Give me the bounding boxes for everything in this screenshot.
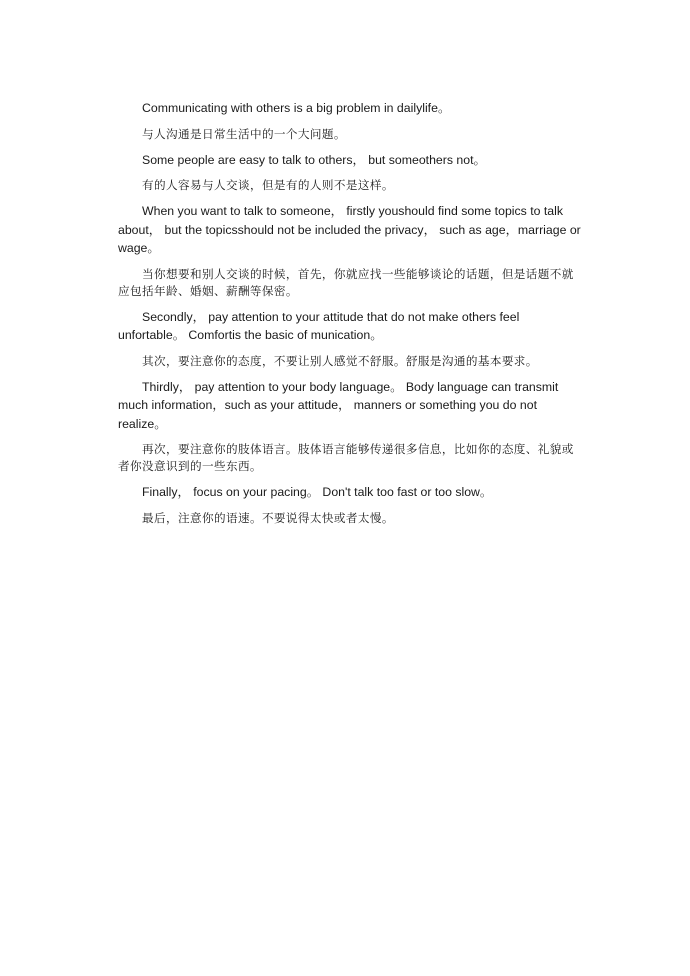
paragraph-en-3: When you want to talk to someone， firstly youshould find some topics to talk about， but the topicsshould not be included the privacy， such as age，marriage or wage。 — [118, 204, 581, 255]
paragraph-zh-5: 再次，要注意你的肢体语言。肢体语言能够传递很多信息，比如你的态度、礼貌或 者你没意识到的一些东西。 — [118, 442, 574, 473]
paragraph-en-6: Finally， focus on your pacing。 Don't talk too fast or too slow。 — [142, 485, 493, 499]
document-body — [118, 99, 586, 535]
paragraph-en-4: Secondly， pay attention to your attitude that do not make others feel unfortable。 Comfortis the basic of munication。 — [118, 309, 520, 342]
paragraph-zh-3: 当你想要和别人交谈的时候，首先，你就应找一些能够谈论的话题，但是话题不就 应包括年龄、婚姻、薪酬等保密。 — [118, 266, 574, 298]
paragraph-zh-1: 与人沟通是日常生活中的一个大问题。 — [142, 126, 346, 141]
paragraph-zh-2: 有的人容易与人交谈，但是有的人则不是这样。 — [142, 178, 394, 192]
paragraph-zh-6: 最后，注意你的语速。不要说得太快或者太慢。 — [142, 510, 394, 525]
paragraph-en-1: Communicating with others is a big problem in dailylife。 — [142, 101, 451, 115]
paragraph-en-5: Thirdly， pay attention to your body language。 Body language can transmit much information，such as your attitude， manners or something you do not realize。 — [118, 379, 559, 431]
paragraph-en-2: Some people are easy to talk to others， but someothers not。 — [142, 152, 486, 167]
paragraph-zh-4: 其次，要注意你的态度，不要让别人感觉不舒服。舒服是沟通的基本要求。 — [142, 353, 538, 368]
